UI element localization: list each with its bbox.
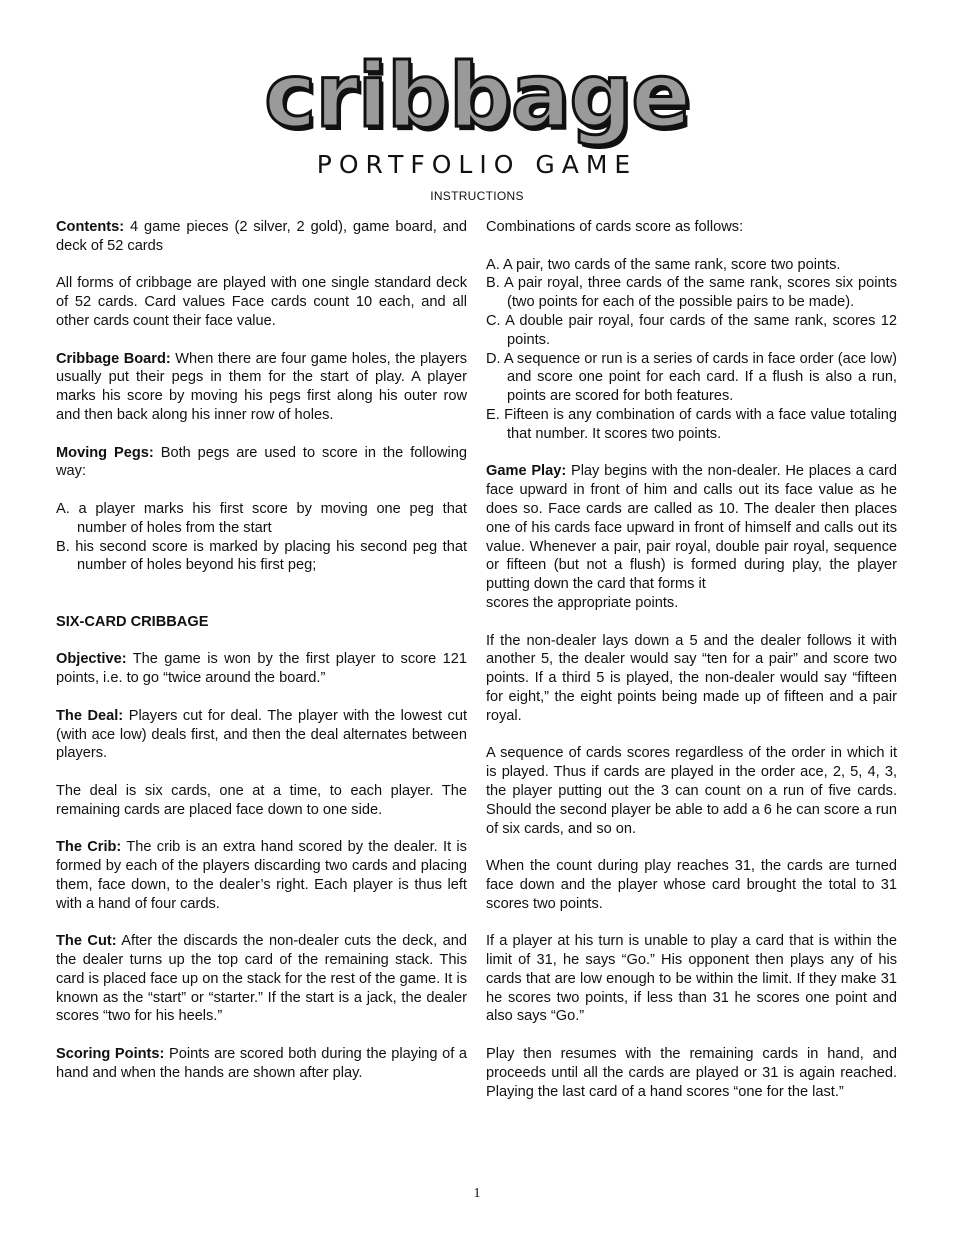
objective-text: The game is won by the first player to score 121 points, i.e. to go “twice around the board.”	[56, 651, 467, 687]
page-number: 1	[473, 1186, 481, 1201]
list-item: E. Fifteen is any combination of cards with a face value totaling that number. It scores two points.	[486, 406, 897, 442]
instructions-heading: INSTRUCTIONS	[430, 189, 524, 203]
game-play-text: Play begins with the non-dealer. He places a card face upward in front of him and calls out its face value as he does so. Face cards are called as 10. The dealer then places one of his cards face upward in front of himself and calls out its value. Whenever a pair, pair royal, double pair royal, sequence or fifteen (but not a flush) is formed during play, the player putting down the card that forms it	[486, 463, 897, 593]
scoring-text: Points are scored both during the playing of a hand and when the hands are shown after play.	[56, 1046, 467, 1081]
combos-list	[486, 256, 897, 444]
cut-paragraph	[56, 932, 467, 1026]
objective-paragraph	[56, 650, 467, 688]
crib-label: The Crib:	[56, 839, 122, 856]
contents-paragraph	[56, 218, 467, 256]
pegs-paragraph	[56, 444, 467, 482]
board-text: When there are four game holes, the players usually put their pegs in them for the start of play. A player marks his score by moving his pegs first along his outer row and then back along his inner row of holes.	[56, 350, 467, 423]
subtitle: PORTFOLIO GAME	[316, 150, 638, 179]
right-column	[486, 218, 897, 1120]
cut-text: After the discards the non-dealer cuts the deck, and the dealer turns up the top card of the remaining stack. This card is placed face up on the stack for the rest of the game. It is known as the “start” or “starter.” If the start is a jack, the dealer scores “two for his heels.”	[56, 933, 467, 1025]
contents-text: 4 game pieces (2 silver, 2 gold), game board, and deck of 52 cards	[56, 219, 467, 254]
resume-paragraph: Play then resumes with the remaining cards in hand, and proceeds until all the cards are played or 31 is again reached. Playing the last card of a hand scores “one for the last.”	[486, 1046, 897, 1100]
deal-text: Players cut for deal. The player with the lowest cut (with ace low) deals first, and then the deal alternates between players.	[56, 707, 468, 762]
cut-label: The Cut:	[56, 933, 117, 950]
crib-text: The crib is an extra hand scored by the dealer. It is formed by each of the players discarding two cards and placing them, face down, to the dealer’s right. Each player is thus left with a hand of four cards.	[56, 839, 467, 912]
combos-intro: Combinations of cards score as follows:	[486, 219, 744, 235]
section-heading	[56, 613, 467, 632]
thirty-one-paragraph: When the count during play reaches 31, the cards are turned face down and the player whose card brought the total to 31 scores two points.	[486, 858, 897, 912]
left-column	[56, 218, 467, 1101]
forms-paragraph: All forms of cribbage are played with one single standard deck of 52 cards. Card values Face cards count 10 each, and all other cards count their face value.	[56, 275, 467, 329]
deal2-paragraph: The deal is six cards, one at a time, to each player. The remaining cards are placed face down to one side.	[56, 782, 467, 818]
scoring-label: Scoring Points:	[56, 1046, 165, 1063]
pegs-label: Moving Pegs:	[56, 444, 154, 461]
list-item: A. A pair, two cards of the same rank, score two points.	[486, 256, 841, 273]
objective-label: Objective:	[56, 651, 127, 668]
cribbage-logo: cribbage	[264, 44, 690, 147]
list-item: C. A double pair royal, four cards of the same rank, scores 12 points.	[486, 312, 897, 348]
list-item: B. his second score is marked by placing his second peg that number of holes beyond his first peg;	[56, 538, 467, 574]
sequence-paragraph: A sequence of cards scores regardless of the order in which it is played. Thus if cards are played in the order ace, 2, 5, 4, 3, the player putting out the 3 can count on a run of five cards. Should the second player be able to add a 6 he can score a run of six cards, and so on.	[486, 745, 897, 837]
list-item: D. A sequence or run is a series of cards in face order (ace low) and score one point for each card. If a flush is also a run, points are scored for both features.	[486, 350, 897, 405]
pegs-list	[56, 500, 467, 575]
deal-label: The Deal:	[56, 707, 124, 724]
pegs-text: Both pegs are used to score in the following way:	[56, 444, 467, 480]
list-item: A. a player marks his first score by moving one peg that number of holes from the start	[56, 500, 467, 536]
contents-label: Contents:	[56, 219, 125, 235]
list-item: B. A pair royal, three cards of the same rank, scores six points (two points for each of the possible pairs to be made).	[486, 275, 897, 311]
board-label: Cribbage Board:	[56, 350, 171, 367]
game-play-paragraph-end: scores the appropriate points.	[486, 594, 679, 611]
crib-paragraph	[56, 838, 467, 913]
deal-paragraph	[56, 707, 467, 763]
game-play-label: Game Play:	[486, 463, 567, 480]
six-card-heading: SIX-CARD CRIBBAGE	[56, 613, 209, 630]
board-paragraph	[56, 350, 467, 425]
five-paragraph: If the non-dealer lays down a 5 and the dealer follows it with another 5, the dealer would say “ten for a pair” and score two points. If a third 5 is played, the non-dealer would say “fifteen for eight,” the eight points being made up of fifteen and a pair royal.	[486, 632, 897, 724]
game-play-paragraph	[486, 462, 897, 594]
go-paragraph: If a player at his turn is unable to play a card that is within the limit of 31, he says “Go.” His opponent then plays any of his cards that are low enough to be within the limit. If they make 31 he scores two points, if less than 31 he scores one point and also says “Go.”	[486, 933, 897, 1025]
scoring-paragraph	[56, 1045, 467, 1083]
